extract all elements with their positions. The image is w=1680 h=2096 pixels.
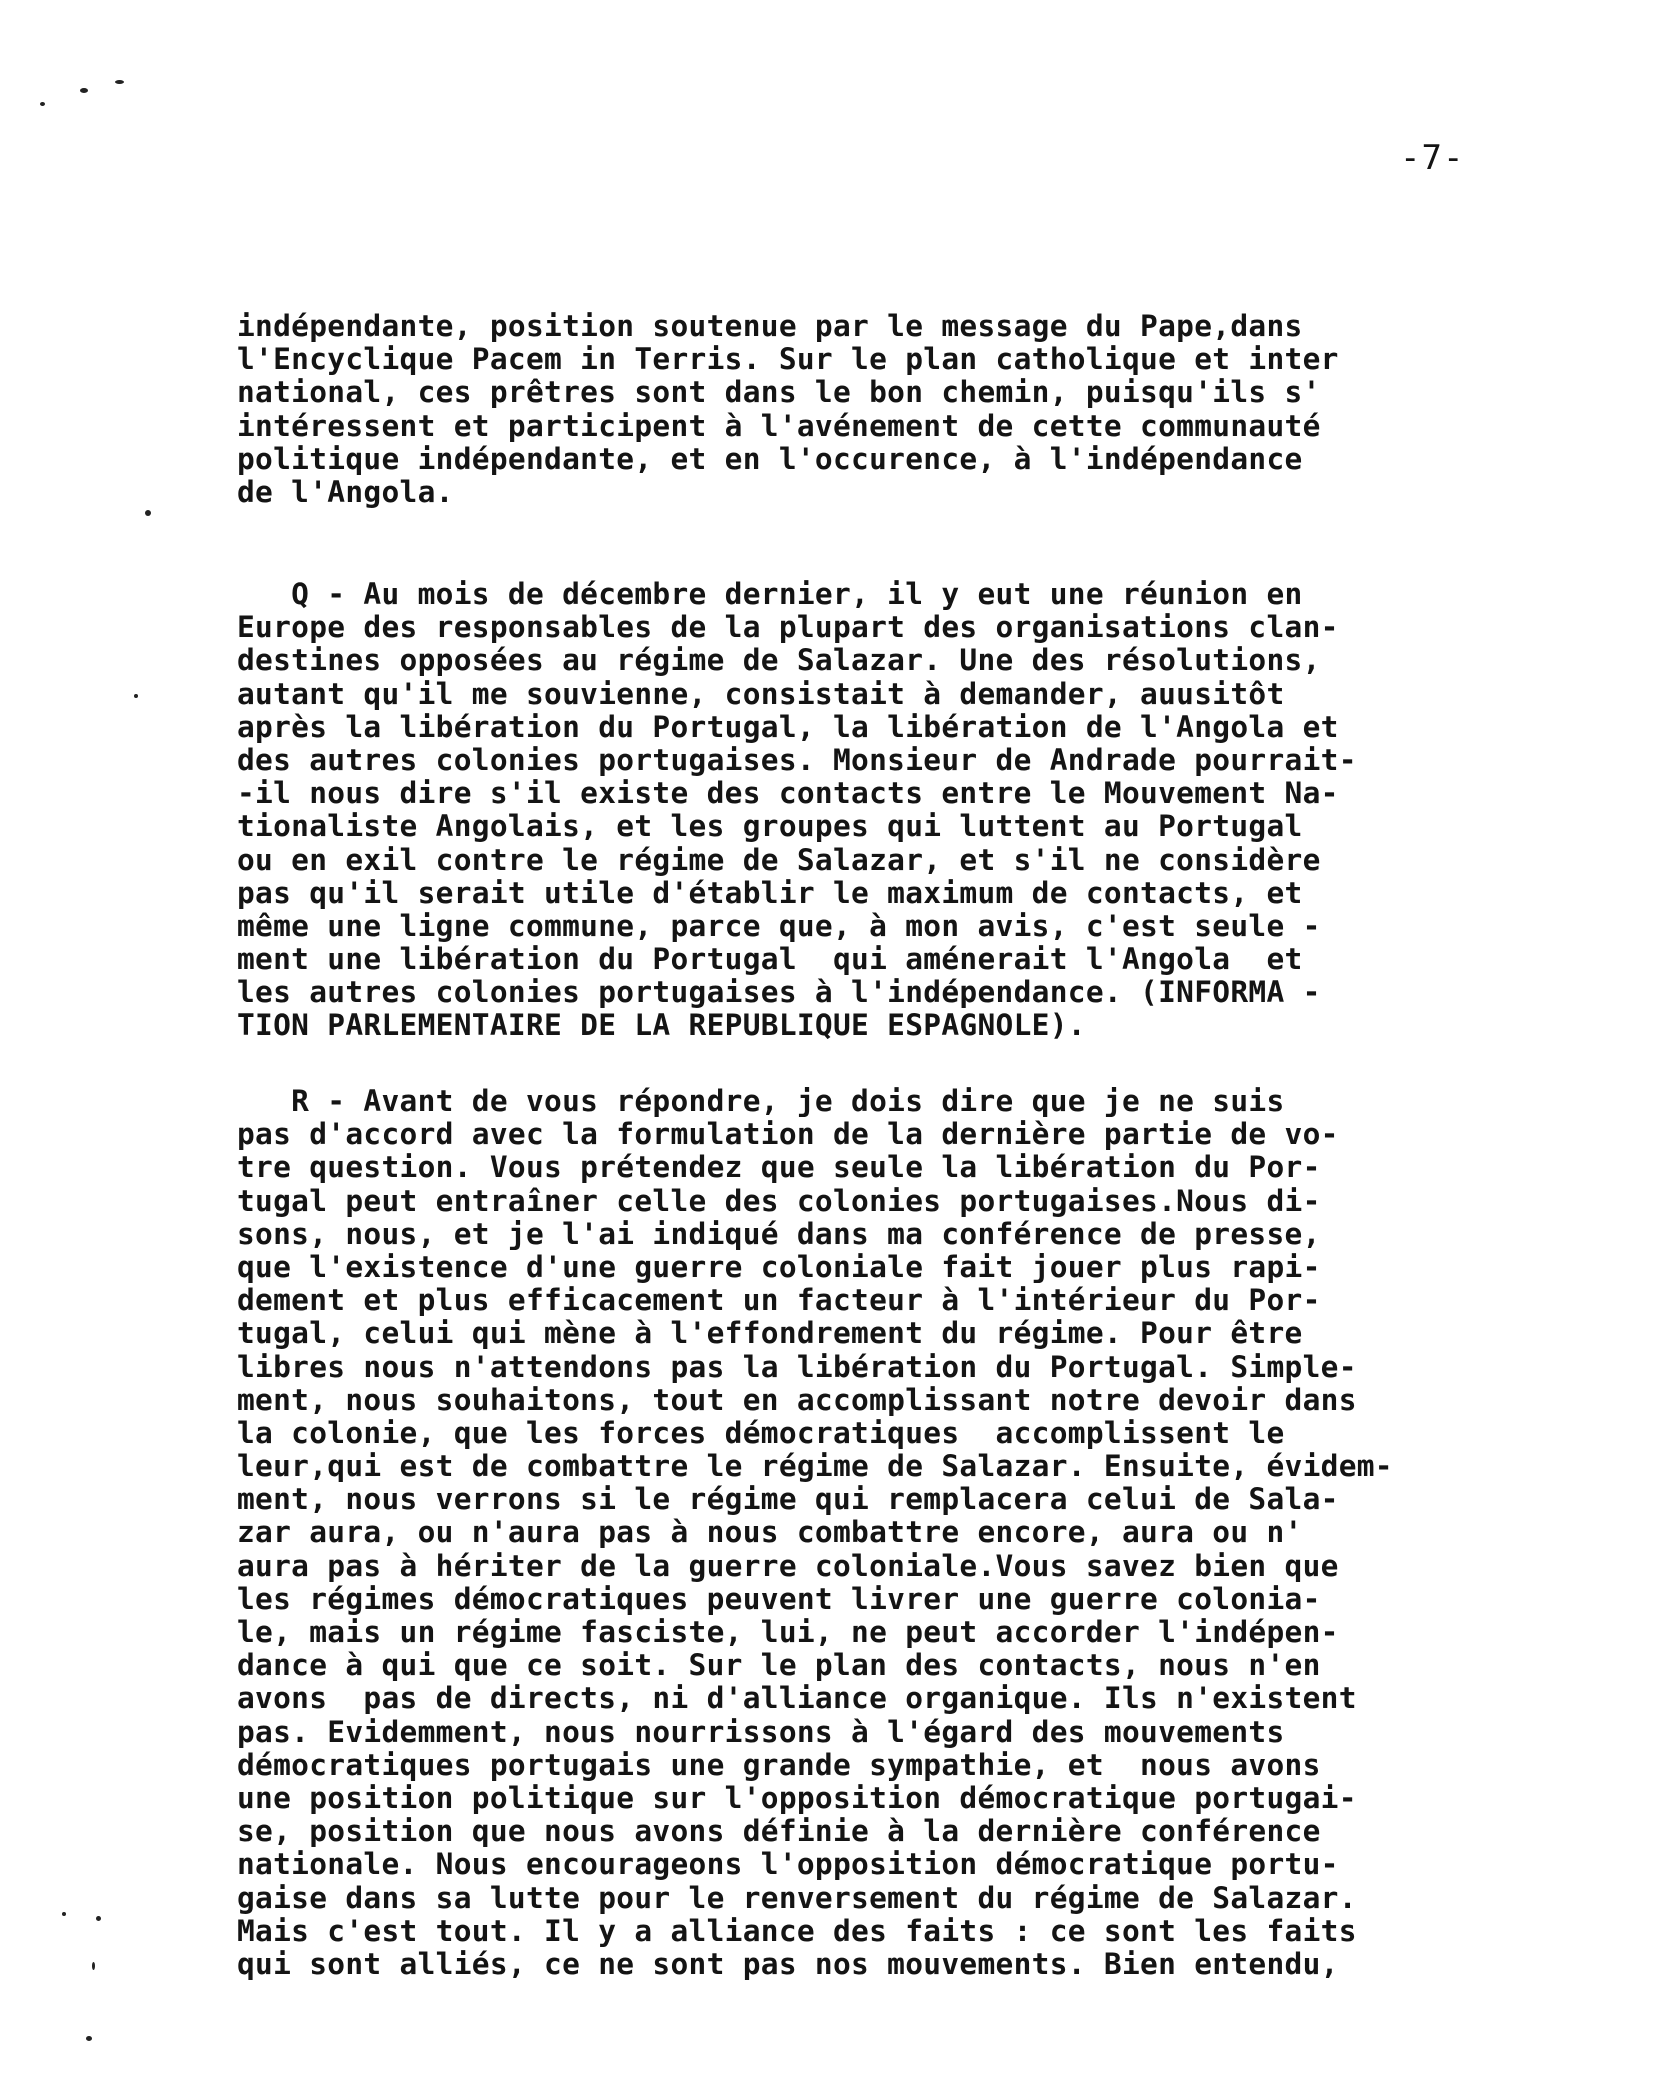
text-line: Europe des responsables de la plupart des organisations clan-: [237, 610, 1339, 645]
text-line: Mais c'est tout. Il y a alliance des faits : ce sont les faits: [237, 1913, 1357, 1948]
text-line: le, mais un régime fasciste, lui, ne peut accorder l'indépen-: [237, 1615, 1339, 1649]
text-line: se, position que nous avons définie à la dernière conférence: [237, 1814, 1321, 1849]
scan-speck: [80, 88, 88, 93]
text-line: des autres colonies portugaises. Monsieur de Andrade pourrait-: [237, 742, 1357, 777]
scan-speck: [96, 1916, 101, 1921]
text-line: la colonie, que les forces démocratiques accomplissent le: [237, 1415, 1285, 1450]
text-line: aura pas à hériter de la guerre coloniale.Vous savez bien que: [237, 1548, 1339, 1583]
text-line: politique indépendante, et en l'occurence, à l'indépendance: [237, 441, 1303, 476]
text-line: tugal, celui qui mène à l'effondrement du régime. Pour être: [237, 1316, 1303, 1351]
text-line: TION PARLEMENTAIRE DE LA REPUBLIQUE ESPAGNOLE).: [237, 1008, 1086, 1043]
text-line: destines opposées au régime de Salazar. Une des résolutions,: [237, 643, 1321, 678]
text-line: ment, nous souhaitons, tout en accomplissant notre devoir dans: [237, 1382, 1357, 1417]
text-line: autant qu'il me souvienne, consistait à demander, auusitôt: [237, 676, 1285, 711]
scan-speck: [62, 1912, 66, 1916]
text-line: démocratiques portugais une grande sympathie, et nous avons: [237, 1747, 1321, 1782]
text-line: après la libération du Portugal, la libération de l'Angola et: [237, 709, 1339, 744]
scan-speck: [92, 1962, 95, 1970]
text-line: les autres colonies portugaises à l'indépendance. (INFORMA -: [237, 975, 1321, 1010]
text-line: ment, nous verrons si le régime qui remplacera celui de Sala-: [237, 1482, 1339, 1517]
text-line: pas qu'il serait utile d'établir le maximum de contacts, et: [237, 875, 1303, 910]
text-line: pas. Evidemment, nous nourrissons à l'égard des mouvements: [237, 1714, 1285, 1749]
text-line: tre question. Vous prétendez que seule la libération du Por-: [237, 1150, 1321, 1185]
scan-speck: [145, 510, 151, 516]
scan-speck: [115, 80, 124, 84]
text-line: leur,qui est de combattre le régime de Salazar. Ensuite, évidem-: [237, 1449, 1393, 1484]
text-line: l'Encyclique Pacem in Terris. Sur le plan catholique et inter: [237, 342, 1339, 377]
text-line: intéressent et participent à l'avénement de cette communauté: [237, 408, 1321, 443]
text-line: -il nous dire s'il existe des contacts entre le Mouvement Na-: [237, 776, 1339, 811]
text-line: sons, nous, et je l'ai indiqué dans ma conférence de presse,: [237, 1216, 1321, 1251]
text-line: Q - Au mois de décembre dernier, il y eut une réunion en: [237, 577, 1303, 611]
text-line: gaise dans sa lutte pour le renversement du régime de Salazar.: [237, 1880, 1357, 1915]
text-line: zar aura, ou n'aura pas à nous combattre encore, aura ou n': [237, 1515, 1303, 1550]
text-line: avons pas de directs, ni d'alliance organique. Ils n'existent: [237, 1681, 1357, 1716]
text-line: tugal peut entraîner celle des colonies portugaises.Nous di-: [237, 1183, 1321, 1218]
paragraph-question: [237, 578, 1507, 1043]
page-number: -7-: [1400, 138, 1465, 178]
text-line: dement et plus efficacement un facteur à l'intérieur du Por-: [237, 1283, 1321, 1318]
paragraph-answer: [237, 1085, 1507, 1981]
scan-speck: [86, 2036, 92, 2041]
text-line: les régimes démocratiques peuvent livrer une guerre colonia-: [237, 1581, 1321, 1616]
scan-speck: [134, 694, 138, 698]
scan-speck: [40, 102, 45, 106]
text-line: nationale. Nous encourageons l'opposition démocratique portu-: [237, 1847, 1339, 1882]
text-line: indépendante, position soutenue par le message du Pape,dans: [237, 309, 1303, 343]
text-line: ou en exil contre le régime de Salazar, et s'il ne considère: [237, 842, 1321, 877]
text-line: libres nous n'attendons pas la libération du Portugal. Simple-: [237, 1349, 1357, 1384]
text-line: qui sont alliés, ce ne sont pas nos mouvements. Bien entendu,: [237, 1946, 1339, 1981]
text-line: que l'existence d'une guerre coloniale fait jouer plus rapi-: [237, 1249, 1321, 1284]
text-line: ment une libération du Portugal qui aménerait l'Angola et: [237, 942, 1303, 977]
text-line: tionaliste Angolais, et les groupes qui luttent au Portugal: [237, 809, 1303, 844]
text-line: national, ces prêtres sont dans le bon chemin, puisqu'ils s': [237, 375, 1321, 410]
text-line: même une ligne commune, parce que, à mon avis, c'est seule -: [237, 908, 1321, 943]
text-line: pas d'accord avec la formulation de la dernière partie de vo-: [237, 1117, 1339, 1152]
text-line: dance à qui que ce soit. Sur le plan des contacts, nous n'en: [237, 1648, 1321, 1683]
text-line: R - Avant de vous répondre, je dois dire que je ne suis: [237, 1084, 1285, 1118]
text-line: une position politique sur l'opposition démocratique portugai-: [237, 1780, 1357, 1815]
paragraph-continuation: [237, 310, 1507, 509]
text-line: de l'Angola.: [237, 474, 454, 509]
